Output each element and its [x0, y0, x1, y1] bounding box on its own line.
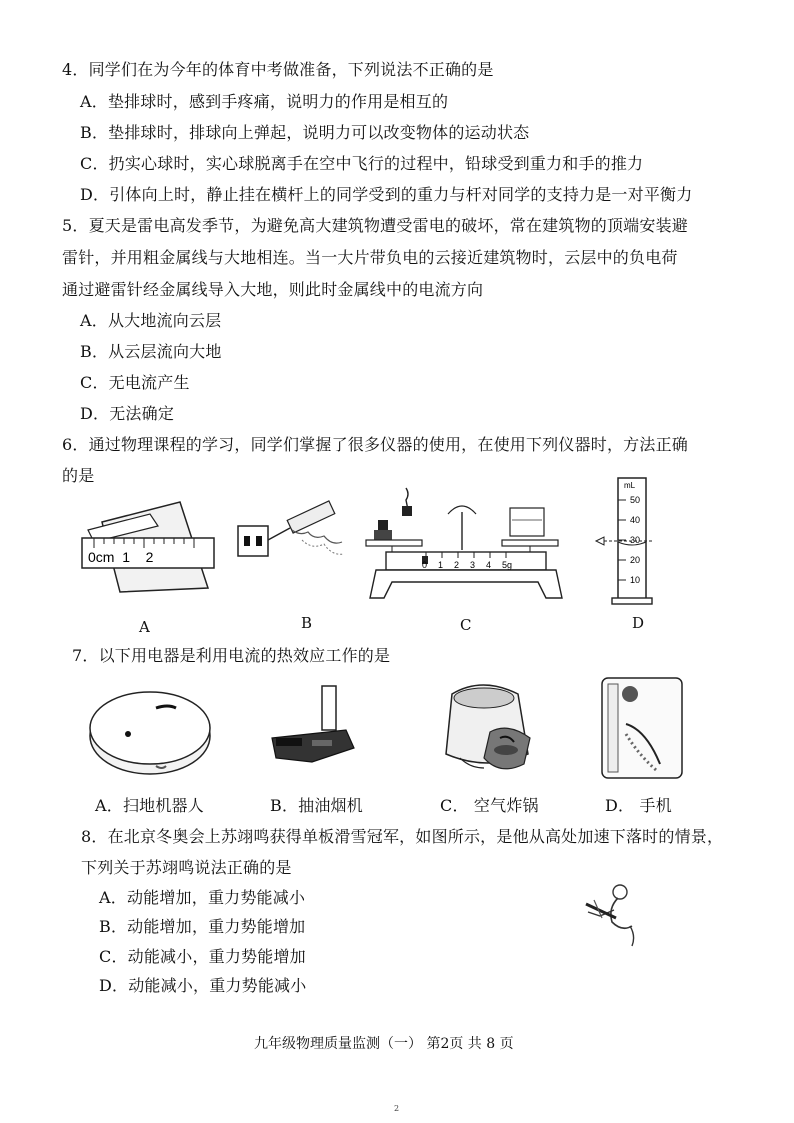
eye-marker [596, 537, 604, 545]
robot-vacuum-figure [86, 684, 216, 780]
right-pan [502, 540, 558, 546]
q6-stem-line-2: 的是 [62, 466, 95, 485]
q6-label-a: A [139, 618, 150, 636]
q6-label-b: B [301, 614, 313, 632]
socket-hole-right [256, 536, 262, 546]
q5-option-d: D．无法确定 [80, 404, 175, 423]
q5-stem-line-1: 5．夏天是雷电高发季节，为避免高大建筑物遭受雷电的破坏，常在建筑物的顶端安装避 [62, 216, 688, 235]
q4-option-b: B．垫排球时，排球向上弹起，说明力可以改变物体的运动状态 [80, 123, 530, 142]
q4-option-d: D．引体向上时，静止挂在横杆上的同学受到的重力与杆对同学的支持力是一对平衡力 [80, 185, 693, 204]
svg-text:50: 50 [630, 495, 641, 505]
q4-option-c: C．扔实心球时，实心球脱离手在空中飞行的过程中，铅球受到重力和手的推力 [80, 154, 644, 173]
q5-stem-line-3: 通过避雷针经金属线导入大地，则此时金属线中的电流方向 [62, 280, 484, 299]
socket-screwdriver-figure [232, 500, 352, 595]
socket-plate [238, 526, 268, 556]
svg-text:0: 0 [422, 560, 428, 570]
q7-option-d: D． 手机 [605, 796, 672, 815]
balance-scale-figure [362, 486, 572, 606]
q8-stem-line-1: 8．在北京冬奥会上苏翊鸣获得单板滑雪冠军，如图所示，是他从高处加速下落时的情景， [81, 827, 724, 846]
left-weight-bottom [374, 530, 392, 540]
svg-text:4: 4 [486, 560, 492, 570]
svg-text:20: 20 [630, 555, 641, 565]
q6-label-d: D [632, 614, 645, 632]
cylinder-base [612, 598, 652, 604]
beaker [510, 508, 544, 536]
snowboarder-figure [574, 876, 650, 952]
q8-option-c: C．动能减小，重力势能增加 [99, 947, 306, 966]
svg-text:30: 30 [630, 535, 641, 545]
q5-option-c: C．无电流产生 [80, 373, 190, 392]
socket-hole-left [244, 536, 250, 546]
hand-outline [292, 530, 342, 543]
q5-option-b: B．从云层流向大地 [80, 342, 222, 361]
svg-text:10: 10 [630, 575, 641, 585]
cylinder-unit: mL [624, 481, 636, 490]
q6-stem-line-1: 6．通过物理课程的学习，同学们掌握了很多仪器的使用，在使用下列仪器时，方法正确 [62, 435, 688, 454]
svg-text:5g: 5g [502, 560, 513, 570]
scale-base [370, 570, 562, 598]
svg-text:2: 2 [454, 560, 460, 570]
q5-option-a: A．从大地流向云层 [80, 311, 222, 330]
q8-option-b: B．动能增加，重力势能增加 [99, 917, 306, 936]
q7-option-a: A．扫地机器人 [95, 796, 204, 815]
left-pan [366, 540, 422, 546]
q8-option-d: D．动能减小，重力势能减小 [99, 976, 307, 995]
scale-beam [386, 552, 546, 570]
q5-stem-line-2: 雷针，并用粗金属线与大地相连。当一大片带负电的云接近建筑物时，云层中的负电荷 [62, 248, 678, 267]
ruler-figure [80, 500, 220, 595]
q4-stem: 4．同学们在为今年的体育中考做准备，下列说法不正确的是 [62, 60, 494, 79]
q4-option-a: A．垫排球时，感到手疼痛，说明力的作用是相互的 [80, 92, 449, 111]
q7-stem: 7．以下用电器是利用电流的热效应工作的是 [72, 646, 391, 665]
tweezers-weight [402, 506, 412, 516]
graduated-cylinder-figure [592, 474, 662, 610]
page-number: 2 [394, 1104, 400, 1113]
svg-text:1: 1 [438, 560, 444, 570]
svg-text:40: 40 [630, 515, 641, 525]
range-hood-figure [262, 682, 362, 778]
q8-option-a: A．动能增加，重力势能减小 [99, 888, 306, 907]
svg-text:3: 3 [470, 560, 476, 570]
q6-label-c: C [460, 616, 472, 634]
air-fryer-figure [440, 678, 540, 782]
page-footer: 九年级物理质量监测（一） 第2页 共 8 页 [254, 1036, 514, 1052]
q7-option-c: C． 空气炸锅 [440, 796, 539, 815]
ruler-scale-text: 0cm 1 2 [88, 549, 154, 565]
phone-figure [596, 674, 688, 784]
q8-stem-line-2: 下列关于苏翊鸣说法正确的是 [81, 858, 292, 877]
q7-option-b: B．抽油烟机 [270, 796, 363, 815]
screwdriver-handle [287, 501, 335, 533]
